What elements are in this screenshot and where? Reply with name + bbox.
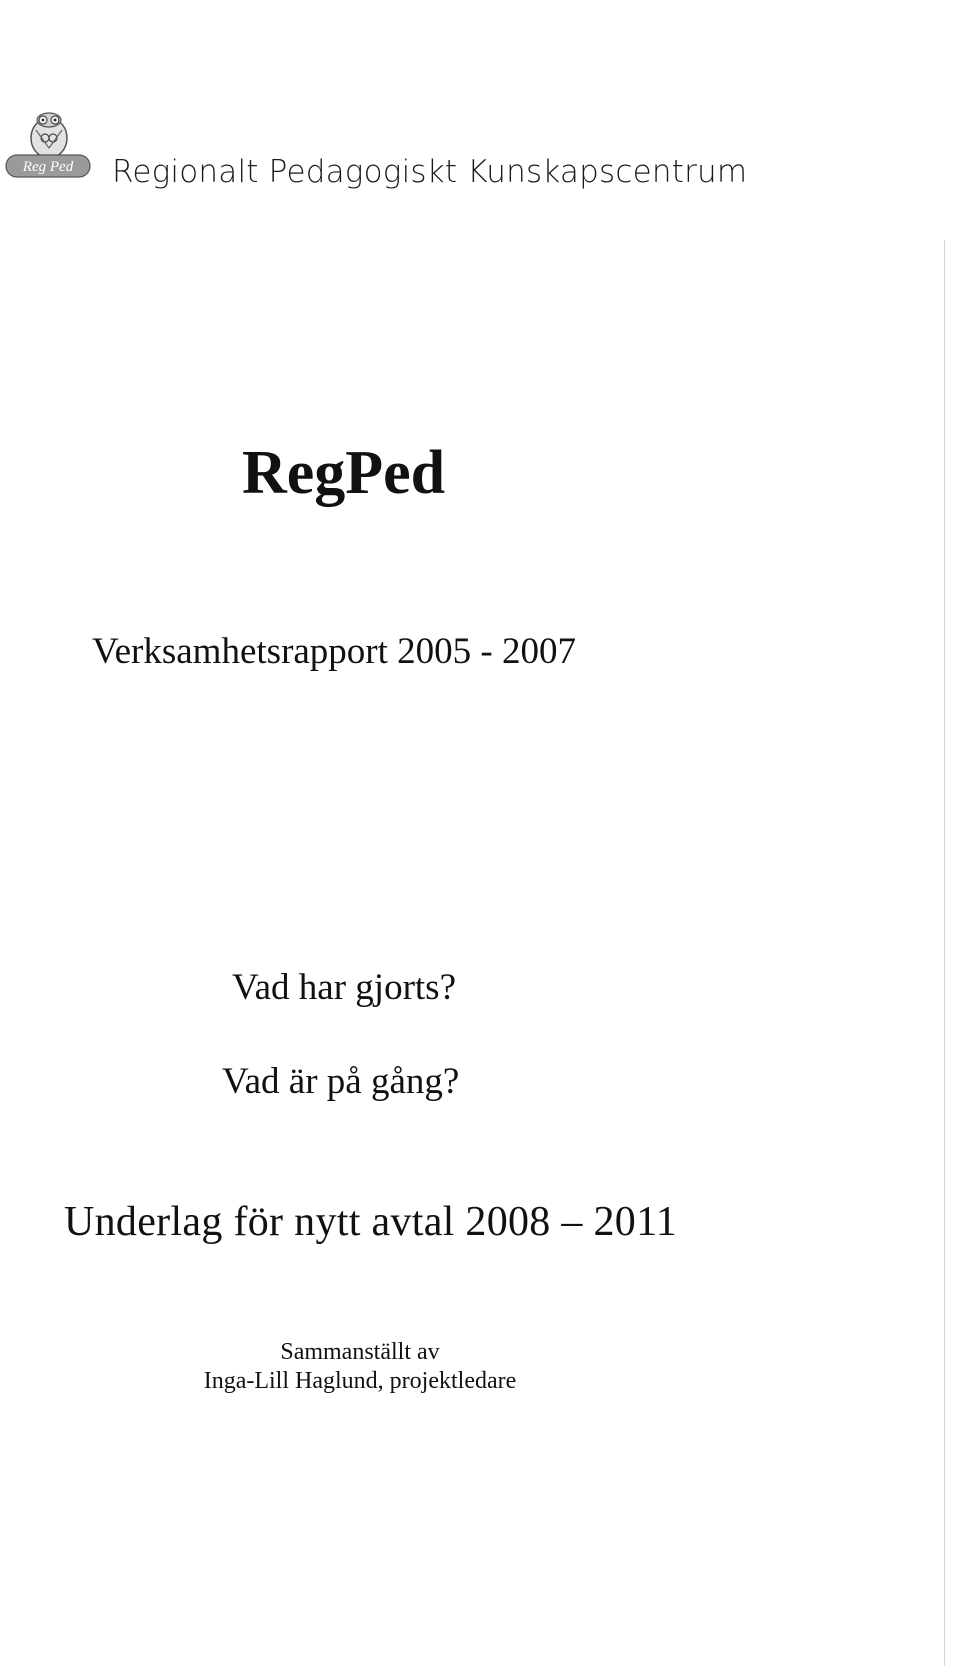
question-done: Vad har gjorts?: [232, 967, 456, 1008]
author-line: Inga-Lill Haglund, projektledare: [203, 1368, 517, 1394]
logo-text: Reg Ped: [22, 159, 74, 175]
compiled-by-label: Sammanställt av: [280, 1339, 440, 1365]
owl-logo-icon: [4, 108, 94, 188]
question-ongoing: Vad är på gång?: [222, 1061, 460, 1102]
page-edge-line: [944, 240, 945, 1666]
header: [4, 108, 764, 198]
agreement-basis: Underlag för nytt avtal 2008 – 2011: [64, 1199, 678, 1245]
organization-name: Regionalt Pedagogiskt Kunskapscentrum: [112, 154, 748, 190]
credits: [180, 1338, 540, 1396]
document-title: RegPed: [242, 439, 446, 507]
report-title: Verksamhetsrapport 2005 - 2007: [92, 631, 576, 672]
